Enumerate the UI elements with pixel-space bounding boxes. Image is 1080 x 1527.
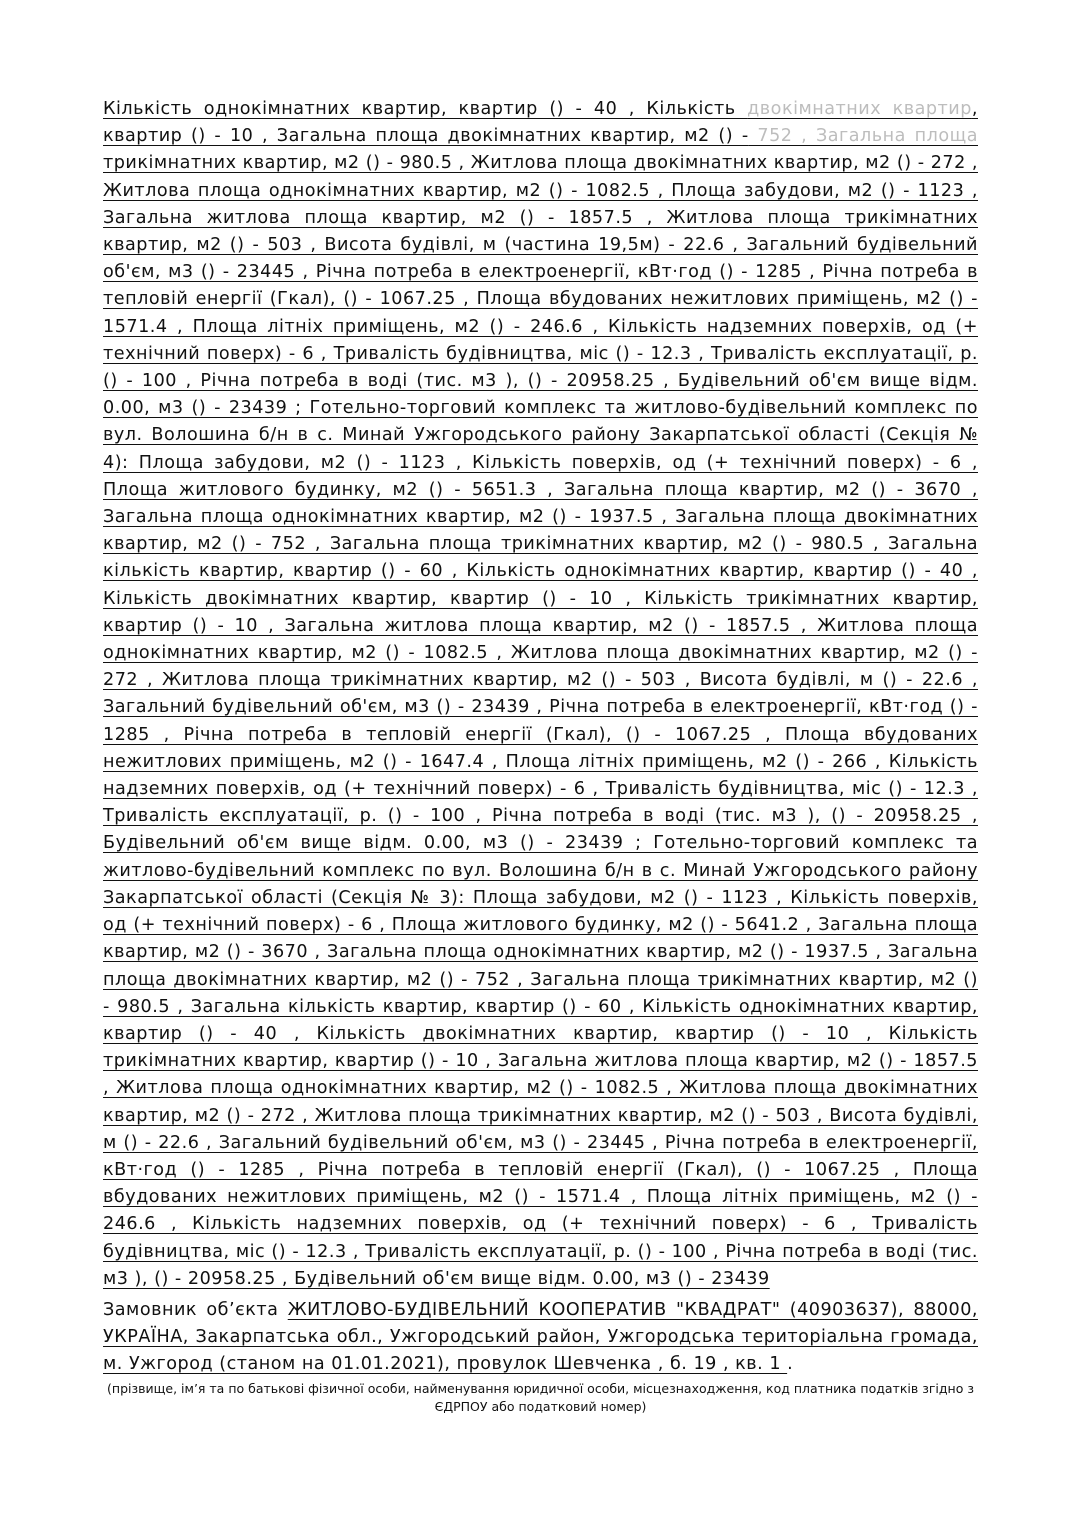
customer-footnote: (прізвище, ім’я та по батькові фізичної особи, найменування юридичної особи, місцезнаходження, код платника податків згідно з ЄДРПОУ або податковий номер) bbox=[107, 1381, 974, 1414]
customer-value: ЖИТЛОВО-БУДІВЕЛЬНИЙ КООПЕРАТИВ "КВАДРАТ" (40903637), 88000, УКРАЇНА, Закарпатська обл., Ужгородський район, Ужгородська територіальна громада, м. Ужгород (станом на 01.01.2021), провулок Шевченка , б. 19 , кв. 1 bbox=[103, 1300, 978, 1375]
customer-label: Замовник об’єкта bbox=[103, 1300, 288, 1320]
customer-paragraph bbox=[103, 1297, 978, 1379]
characteristics-segment: трикімнатних квартир, м2 () - 980.5 , Житлова площа двокімнатних квартир, м2 () - 272 , Житлова площа однокімнатних квартир, м2 () - 1082.5 , Площа забудови, м2 () - 1123 , Загальна житлова площа квартир, м2 () - 1857.5 , Житлова площа трикімнатних квартир, м2 () - 503 , Висота будівлі, м (частина 19,5м) - 22.6 , Загальний будівельний об'єм, м3 () - 23445 , Річна потреба в електроенергії, кВт·год () - 1285 , Річна потреба в тепловій енергії (Гкал), () - 1067.25 , Площа вбудованих нежитлових приміщень, м2 () - 1571.4 , Площа літніх приміщень, м2 () - 246.6 , Кількість надземних поверхів, од (+ технічний поверх) - 6 , Тривалість будівництва, міс () - 12.3 , Тривалість експлуатації, р. () - 100 , Річна потреба в воді (тис. м3 ), () - 20958.25 , Будівельний об'єм вище відм. 0.00, м3 () - 23439 ; Готельно-торговий комплекс та житлово-будівельний комплекс по вул. Волошина б/н в с. Минай Ужгородського району Закарпатської області (Секція № 4): Площа забудови, м2 () - 1123 , Кількість поверхів, од (+ технічний поверх) - 6 , Площа житлового будинку, м2 () - 5651.3 , Загальна площа квартир, м2 () - 3670 , Загальна площа однокімнатних квартир, м2 () - 1937.5 , Загальна площа двокімнатних квартир, м2 () - 752 , Загальна площа трикімнатних квартир, м2 () - 980.5 , Загальна кількість квартир, квартир () - 60 , Кількість однокімнатних квартир, квартир () - 40 , Кількість двокімнатних квартир, квартир () - 10 , Кількість трикімнатних квартир, квартир () - 10 , Загальна житлова площа квартир, м2 () - 1857.5 , Житлова площа однокімнатних квартир, м2 () - 1082.5 , Житлова площа двокімнатних квартир, м2 () - 272 , Житлова площа трикімнатних квартир, м2 () - 503 , Висота будівлі, м () - 22.6 , Загальний будівельний об'єм, м3 () - 23439 , Річна потреба в електроенергії, кВт·год () - 1285 , Річна потреба в тепловій енергії (Гкал), () - 1067.25 , Площа вбудованих нежитлових приміщень, м2 () - 1647.4 , Площа літніх приміщень, м2 () - 266 , Кількість надземних поверхів, од (+ технічний поверх) - 6 , Тривалість будівництва, міс () - 12.3 , Тривалість експлуатації, р. () - 100 , Річна потреба в воді (тис. м3 ), () - 20958.25 , Будівельний об'єм вище відм. 0.00, м3 () - 23439 ; Готельно-торговий комплекс та житлово-будівельний комплекс по вул. Волошина б/н в с. Минай Ужгородського району Закарпатської області (Секція № 3): Площа забудови, м2 () - 1123 , Кількість поверхів, од (+ технічний поверх) - 6 , Площа житлового будинку, м2 () - 5641.2 , Загальна площа квартир, м2 () - 3670 , Загальна площа однокімнатних квартир, м2 () - 1937.5 , Загальна площа двокімнатних квартир, м2 () - 752 , Загальна площа трикімнатних квартир, м2 () - 980.5 , Загальна кількість квартир, квартир () - 60 , Кількість однокімнатних квартир, квартир () - 40 , Кількість двокімнатних квартир, квартир () - 10 , Кількість трикімнатних квартир, квартир () - 10 , Загальна житлова площа квартир, м2 () - 1857.5 , Житлова площа однокімнатних квартир, м2 () - 1082.5 , Житлова площа двокімнатних квартир, м2 () - 272 , Житлова площа трикімнатних квартир, м2 () - 503 , Висота будівлі, м () - 22.6 , Загальний будівельний об'єм, м3 () - 23445 , Річна потреба в електроенергії, кВт·год () - 1285 , Річна потреба в тепловій енергії (Гкал), () - 1067.25 , Площа вбудованих нежитлових приміщень, м2 () - 1571.4 , Площа літніх приміщень, м2 () - 246.6 , Кількість надземних поверхів, од (+ технічний поверх) - 6 , Тривалість будівництва, міс () - 12.3 , Тривалість експлуатації, р. () - 100 , Річна потреба в воді (тис. м3 ), () - 20958.25 , Будівельний об'єм вище відм. 0.00, м3 () - 23439 bbox=[103, 153, 978, 1289]
object-characteristics-text bbox=[103, 96, 978, 1293]
characteristics-segment: Кількість однокімнатних квартир, квартир () - 40 , Кількість bbox=[103, 99, 748, 119]
characteristics-segment: , квартир () - 10 , Загальна площа двокімнатних квартир, м2 () - bbox=[103, 99, 978, 147]
faded-stamp-text: двокімнатних квартир bbox=[747, 99, 972, 119]
customer-trailing: . bbox=[787, 1354, 794, 1375]
faded-stamp-text: 752 , Загальна площа bbox=[748, 126, 978, 147]
